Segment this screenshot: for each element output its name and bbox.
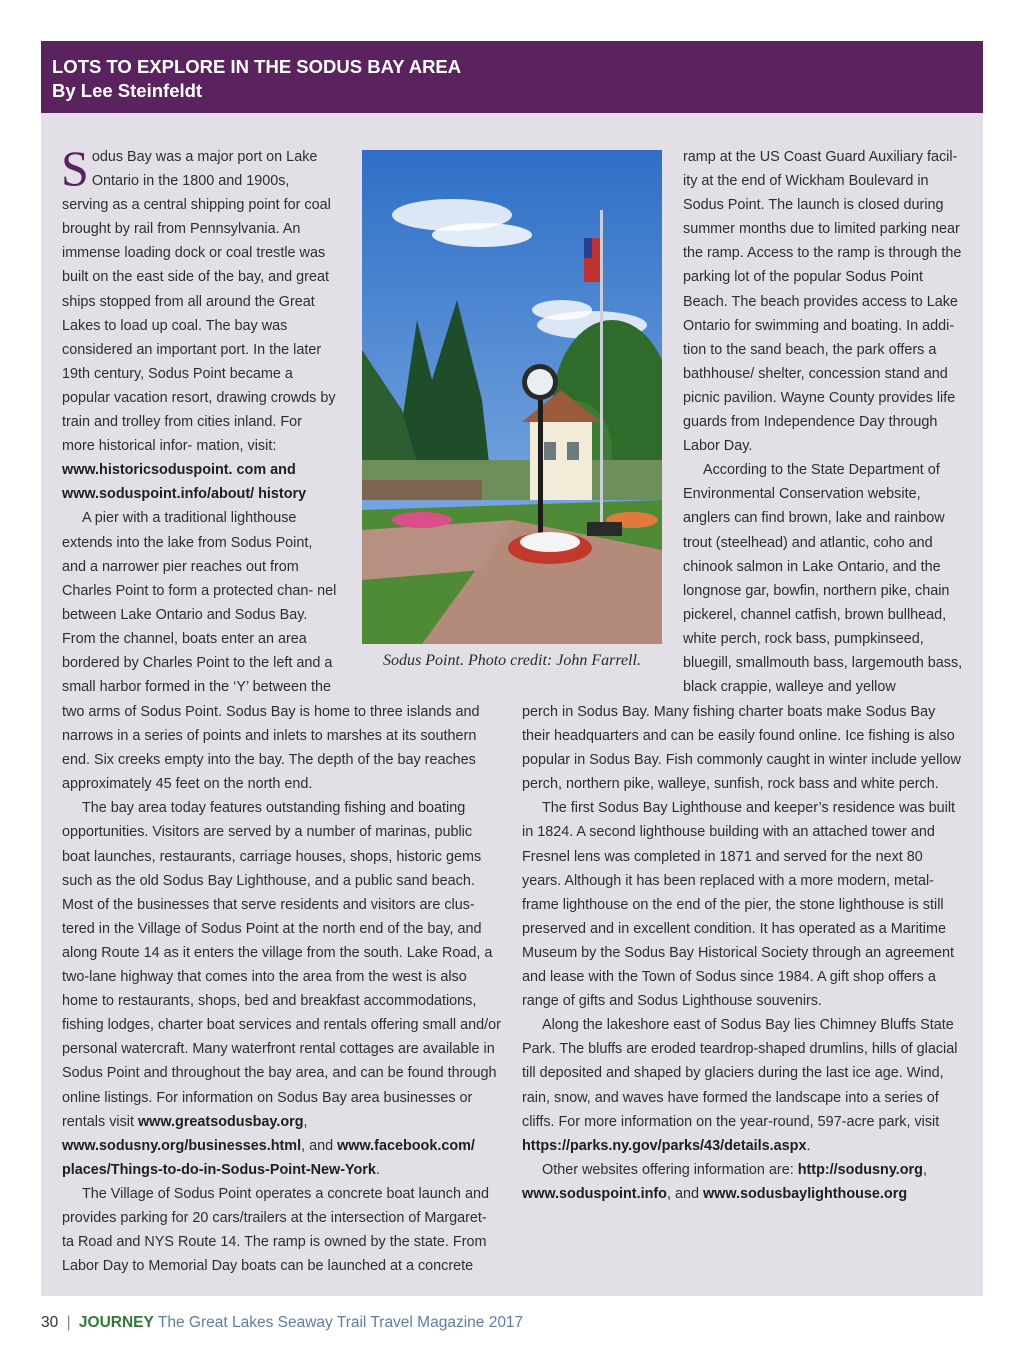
column-left-top [61,140,338,699]
photo-illustration [362,150,662,644]
column-right-bottom [522,700,965,1206]
link-separator: , and [301,1137,338,1154]
paragraph-pier-start: A pier with a traditional lighthouse extends into the lake from Sodus Point, and a narrower pier reaches out from Charles Point to form a protected chan- nel between Lake Ontario and Sodus Bay. From the channel, boats enter an area bordered by Charles Point to the left and a small harbor formed in the ‘Y’ between the [62,510,337,696]
footer-separator: | [66,1314,71,1331]
article-byline: By Lee Steinfeldt [52,80,203,101]
paragraph-ramp-end: ramp at the US Coast Guard Auxiliary facil- ity at the end of Wickham Boulevard in Sodus Point. The launch is closed during summer months due to limited parking near the ramp. Access to the ramp is through the parking lot of the popular Sodus Point Beach. The beach provides access to Lake Ontario for swimming and boating. In addi- tion to the sand beach, the park offers a bathhouse/ shelter, concession stand and picnic pavilion. Wayne County provides life guards from Independence Day through Labor Day. [683,149,962,455]
link-parks-ny[interactable]: https://parks.ny.gov/parks/43/details.aspx [522,1137,807,1154]
link-separator: , [303,1113,308,1130]
paragraph-other-websites-text: Other websites offering information are: [542,1161,798,1178]
paragraph-bay-area-text: The bay area today features outstanding fishing and boating opportunities. Visitors are served by a number of marinas, public boat launches, restaurants, carriage houses, shops, historic gems such as the old Sodus Bay Lighthouse, and a public sand beach. Most of the businesses that serve residents and visitors are clus- tered in the Village of Sodus Point at the north end of the bay, and along Route 14 as it enters the village from the south. Lake Road, a two-lane highway that comes into the area from the west is also home to restaurants, shops, bed and breakfast accommodations, fishing lodges, charter boat services and rentals offering small and/or personal watercraft. Many waterfront rental cottages are available in Sodus Point and throughout the bay area, and can be found through online listings. For information on Sodus Bay area businesses or rentals visit [62,800,501,1130]
paragraph-other-websites [522,1158,965,1206]
sentence-end: . [375,1161,380,1178]
paragraph-chimney-bluffs [522,1013,965,1158]
link-facebook[interactable]: www.facebook.com/ places/Things-to-do-in-Sodus-Point-New-York [62,1137,475,1178]
page-number: 30 [41,1314,59,1331]
link-separator: , [922,1161,927,1178]
photo-caption: Sodus Point. Photo credit: John Farrell. [383,652,641,669]
paragraph-intro-text: odus Bay was a major port on Lake Ontario in the 1800 and 1900s, serving as a central shipping point for coal brought by rail from Pennsylvania. An immense loading dock or coal trestle was built on the east side of the bay, and great ships stopped from all around the Great Lakes to load up coal. The bay was considered an important port. In the later 19th century, Sodus Point became a popular vacation resort, drawing crowds by train and trolley from cities inland. For more historical infor- mation, visit: [62,149,336,455]
link-greatsodusbay[interactable]: www.greatsodusbay.org [137,1113,304,1130]
paragraph-fishing-end: perch in Sodus Bay. Many fishing charter boats make Sodus Bay their headquarters and can be easily found online. Ice fishing is also popular in Sodus Bay. Fish commonly caught in winter include yellow perch, northern pike, walleye, sunfish, rock bass and white perch. [522,704,961,793]
column-left-bottom [62,700,502,1278]
photo-sodus-point [362,150,662,644]
article-title: LOTS TO EXPLORE IN THE SODUS BAY AREA [52,56,462,77]
column-right-top [683,145,965,699]
page-footer [41,1314,523,1332]
paragraph-intro [61,140,338,506]
link-sodusbaylighthouse[interactable]: www.sodusbaylighthouse.org [702,1185,908,1202]
article-header [41,41,983,113]
paragraph-fishing-start: According to the State Department of Environmental Conservation website, anglers can find brown, lake and rainbow trout (steelhead) and atlantic, coho and chinook salmon in Lake Ontario, and the longnose gar, bowfin, northern pike, chain pickerel, channel catfish, brown bullhead, white perch, rock bass, pumpkinseed, bluegill, smallmouth bass, largemouth bass, black crappie, walleye and yellow [683,462,963,696]
paragraph-lighthouse: The first Sodus Bay Lighthouse and keeper’s residence was built in 1824. A second lighthouse building with an attached tower and Fresnel lens was completed in 1871 and served for the next 80 years. Although it has been replaced with a more modern, metal- frame lighthouse on the end of the pier, the stone lighthouse is still preserved and in excellent condition. It has operated as a Maritime Museum by the Sodus Bay Historical Society through an agreement and lease with the Town of Sodus since 1984. A gift shop offers a range of gifts and Sodus Lighthouse souvenirs. [522,800,956,1010]
paragraph-chimney-bluffs-text: Along the lakeshore east of Sodus Bay lies Chimney Bluffs State Park. The bluffs are eroded teardrop-shaped drumlins, hills of glacial till deposited and shaped by glaciers during the last ice age. Wind, rain, snow, and waves have formed the landscape into a series of cliffs. For more information on the year-round, 597-acre park, visit [522,1017,958,1130]
sentence-end: . [806,1137,811,1154]
link-separator: , and [666,1185,703,1202]
paragraph-bay-area [62,796,502,1182]
drop-cap: S [61,140,89,196]
paragraph-boat-launch: The Village of Sodus Point operates a concrete boat launch and provides parking for 20 cars/trailers at the intersection of Margaret- ta Road and NYS Route 14. The ramp is owned by the state. From Labor Day to Memorial Day boats can be launched at a concrete [62,1185,489,1275]
history-link[interactable]: www.historicsoduspoint. com and www.soduspoint.info/about/ history [62,462,307,503]
paragraph-pier-end: two arms of Sodus Point. Sodus Bay is home to three islands and narrows in a series of points and inlets to marshes at its southern end. Six creeks empty into the bay. The depth of the bay reaches approximately 45 feet on the north end. [62,704,480,793]
magazine-subtitle: The Great Lakes Seaway Trail Travel Magazine 2017 [157,1314,524,1331]
link-sodusny[interactable]: http://sodusny.org [797,1161,923,1178]
link-soduspoint-info[interactable]: www.soduspoint.info [522,1185,667,1202]
link-sodusny-businesses[interactable]: www.sodusny.org/businesses.html [62,1137,302,1154]
magazine-name: JOURNEY [78,1314,154,1331]
